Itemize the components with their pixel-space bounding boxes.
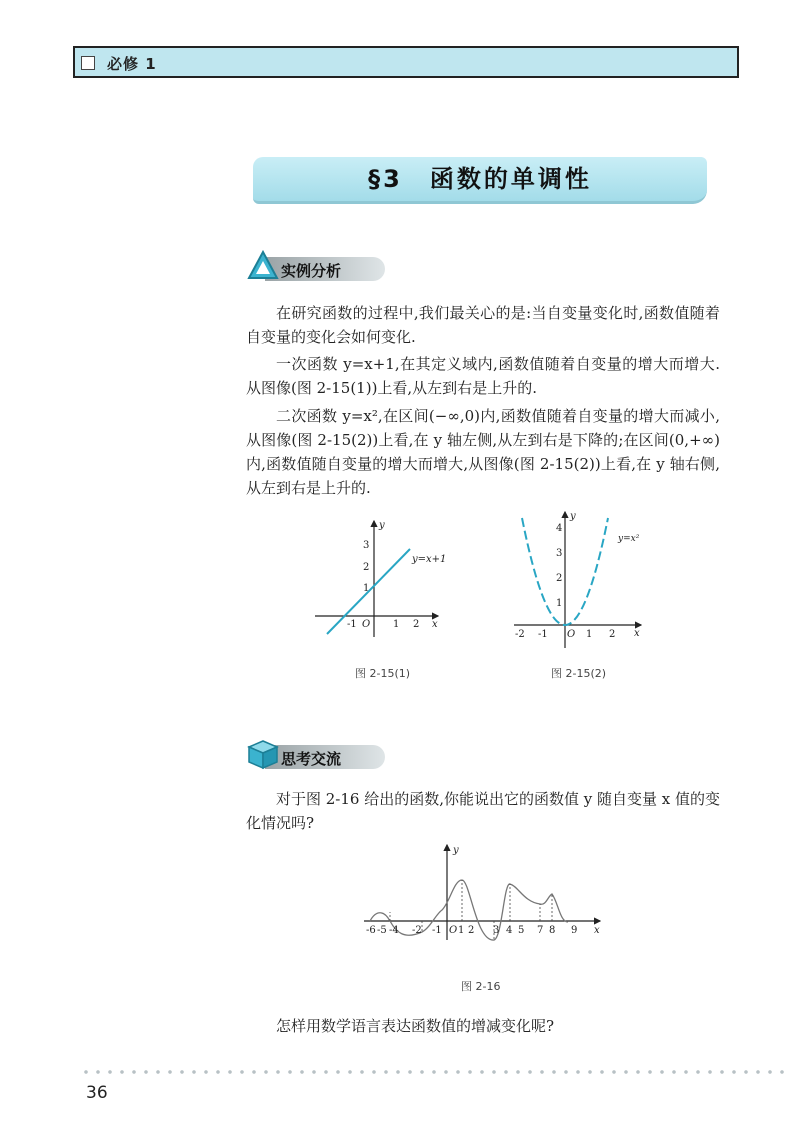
fig1-caption: 图 2-15(1) [355,667,411,680]
fig3-xtick: 4 [506,925,513,936]
header-label: 必修 1 [107,55,157,73]
fig3-xtick: 2 [468,925,475,936]
think-tag-label: 思考交流 [281,750,342,768]
think-tag [245,738,395,768]
section-title: §3 函数的单调性 [368,165,592,193]
example-para-3: 二次函数 y=x²,在区间(−∞,0)内,函数值随着自变量的增大而减小,从图像(图 2-15(2))上看,在 y 轴左侧,从左到右是下降的;在区间(0,+∞)内,函数值随自变量的增大而增大,从图像(图 2-15(2))上看,在 y 轴右侧,从左到右是上升的. [246,407,720,497]
fig2-ytick: 4 [556,523,563,534]
running-header [73,46,739,78]
fig3-ylabel: y [453,845,459,856]
fig2-xtick: 1 [586,629,593,640]
fig2-ylabel: y [570,511,576,522]
fig3-xtick: -5 [377,925,387,936]
fig3-xtick: 8 [549,925,556,936]
cube-icon [245,738,281,770]
fig3-xtick: 3 [493,925,500,936]
fig1-ytick: 3 [363,540,370,551]
fig3-xtick: 7 [537,925,544,936]
section-title-banner [253,157,707,204]
fig1-xtick: 1 [393,619,400,630]
fig1-xlabel: x [432,619,438,630]
triangle-icon [245,250,281,282]
fig2-xtick: -2 [515,629,525,640]
example-para-1: 在研究函数的过程中,我们最关心的是:当自变量变化时,函数值随着自变量的变化会如何变化. [246,304,720,346]
fig2-xtick: -1 [538,629,548,640]
fig2-origin: O [567,629,576,640]
example-tag-label: 实例分析 [281,262,342,280]
square-icon [81,56,95,70]
fig1-xtick: 2 [413,619,420,630]
fig1-formula: y=x+1 [412,554,447,565]
fig1-ylabel: y [379,520,385,531]
footer-dotted-rule [80,1069,790,1075]
example-tag [245,250,395,280]
fig1-xtick: -1 [347,619,357,630]
fig2-ytick: 2 [556,573,563,584]
fig2-caption: 图 2-15(2) [551,667,607,680]
figure-2-16 [362,842,612,942]
fig3-xtick: 5 [518,925,525,936]
example-para-2: 一次函数 y=x+1,在其定义域内,函数值随着自变量的增大而增大. 从图像(图 2-15(1))上看,从左到右是上升的. [246,355,720,397]
fig3-xtick: -4 [389,925,399,936]
fig2-ytick: 1 [556,598,563,609]
fig2-xlabel: x [634,628,640,639]
fig3-xlabel: x [594,925,600,936]
fig3-xtick: -6 [366,925,376,936]
fig3-xtick: -2 [412,925,422,936]
figure-2-15-2 [506,508,656,653]
fig3-xtick: -1 [432,925,442,936]
fig1-ytick: 2 [363,562,370,573]
fig3-xtick: 1 [458,925,465,936]
fig2-formula: y=x² [618,534,640,544]
think-para-1: 对于图 2-16 给出的函数,你能说出它的函数值 y 随自变量 x 值的变化情况吗? [246,790,721,832]
fig1-origin: O [362,619,371,630]
fig1-ytick: 1 [363,583,370,594]
fig3-xtick: 9 [571,925,578,936]
think-para-2: 怎样用数学语言表达函数值的增减变化呢? [276,1017,555,1035]
fig2-xtick: 2 [609,629,616,640]
fig3-caption: 图 2-16 [461,980,501,993]
figure-2-15-1 [310,515,450,640]
page-number: 36 [86,1083,108,1103]
fig3-xtick: O [449,925,458,936]
fig2-ytick: 3 [556,548,563,559]
